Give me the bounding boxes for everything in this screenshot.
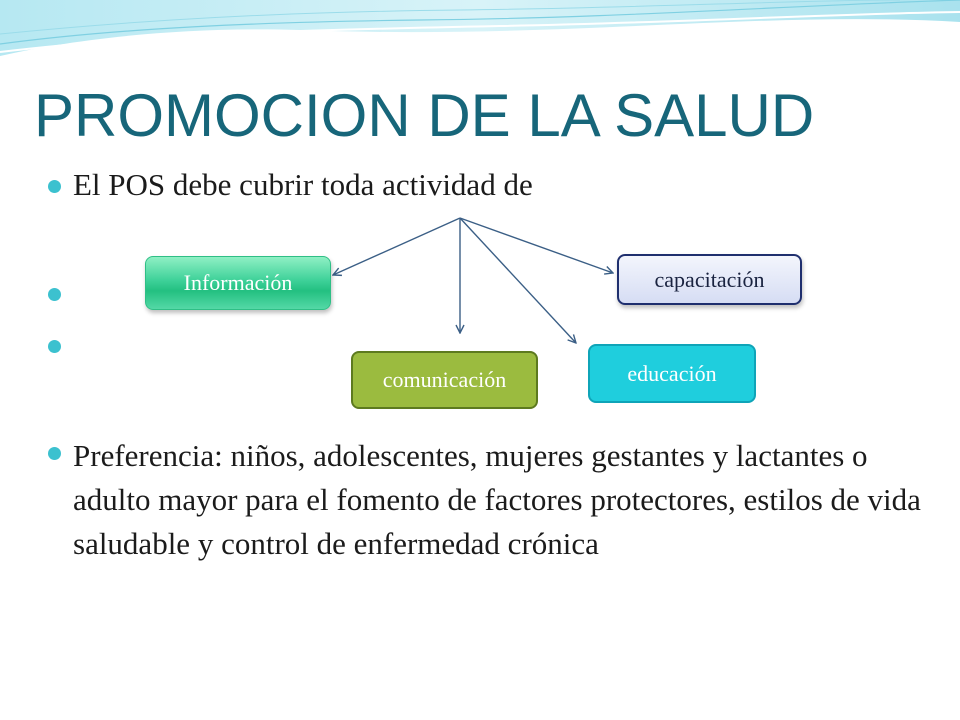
node-informacion: Información xyxy=(145,256,331,310)
arrow-to-educacion xyxy=(460,218,576,343)
node-capacitacion: capacitación xyxy=(617,254,802,305)
arrow-to-informacion xyxy=(333,218,460,275)
node-educacion: educación xyxy=(588,344,756,403)
node-comunicacion: comunicación xyxy=(351,351,538,409)
page-title: PROMOCION DE LA SALUD xyxy=(34,82,815,149)
bullet-text-1: El POS debe cubrir toda actividad de xyxy=(73,167,533,202)
bullet-text-4: Preferencia: niños, adolescentes, mujeres gestantes y lactantes o adulto mayor para el fomento de factores protectores, estilos de vida saludable y control de enfermedad crónica xyxy=(73,438,921,561)
arrow-to-capacitacion xyxy=(460,218,613,273)
bullet-dot xyxy=(48,447,61,460)
